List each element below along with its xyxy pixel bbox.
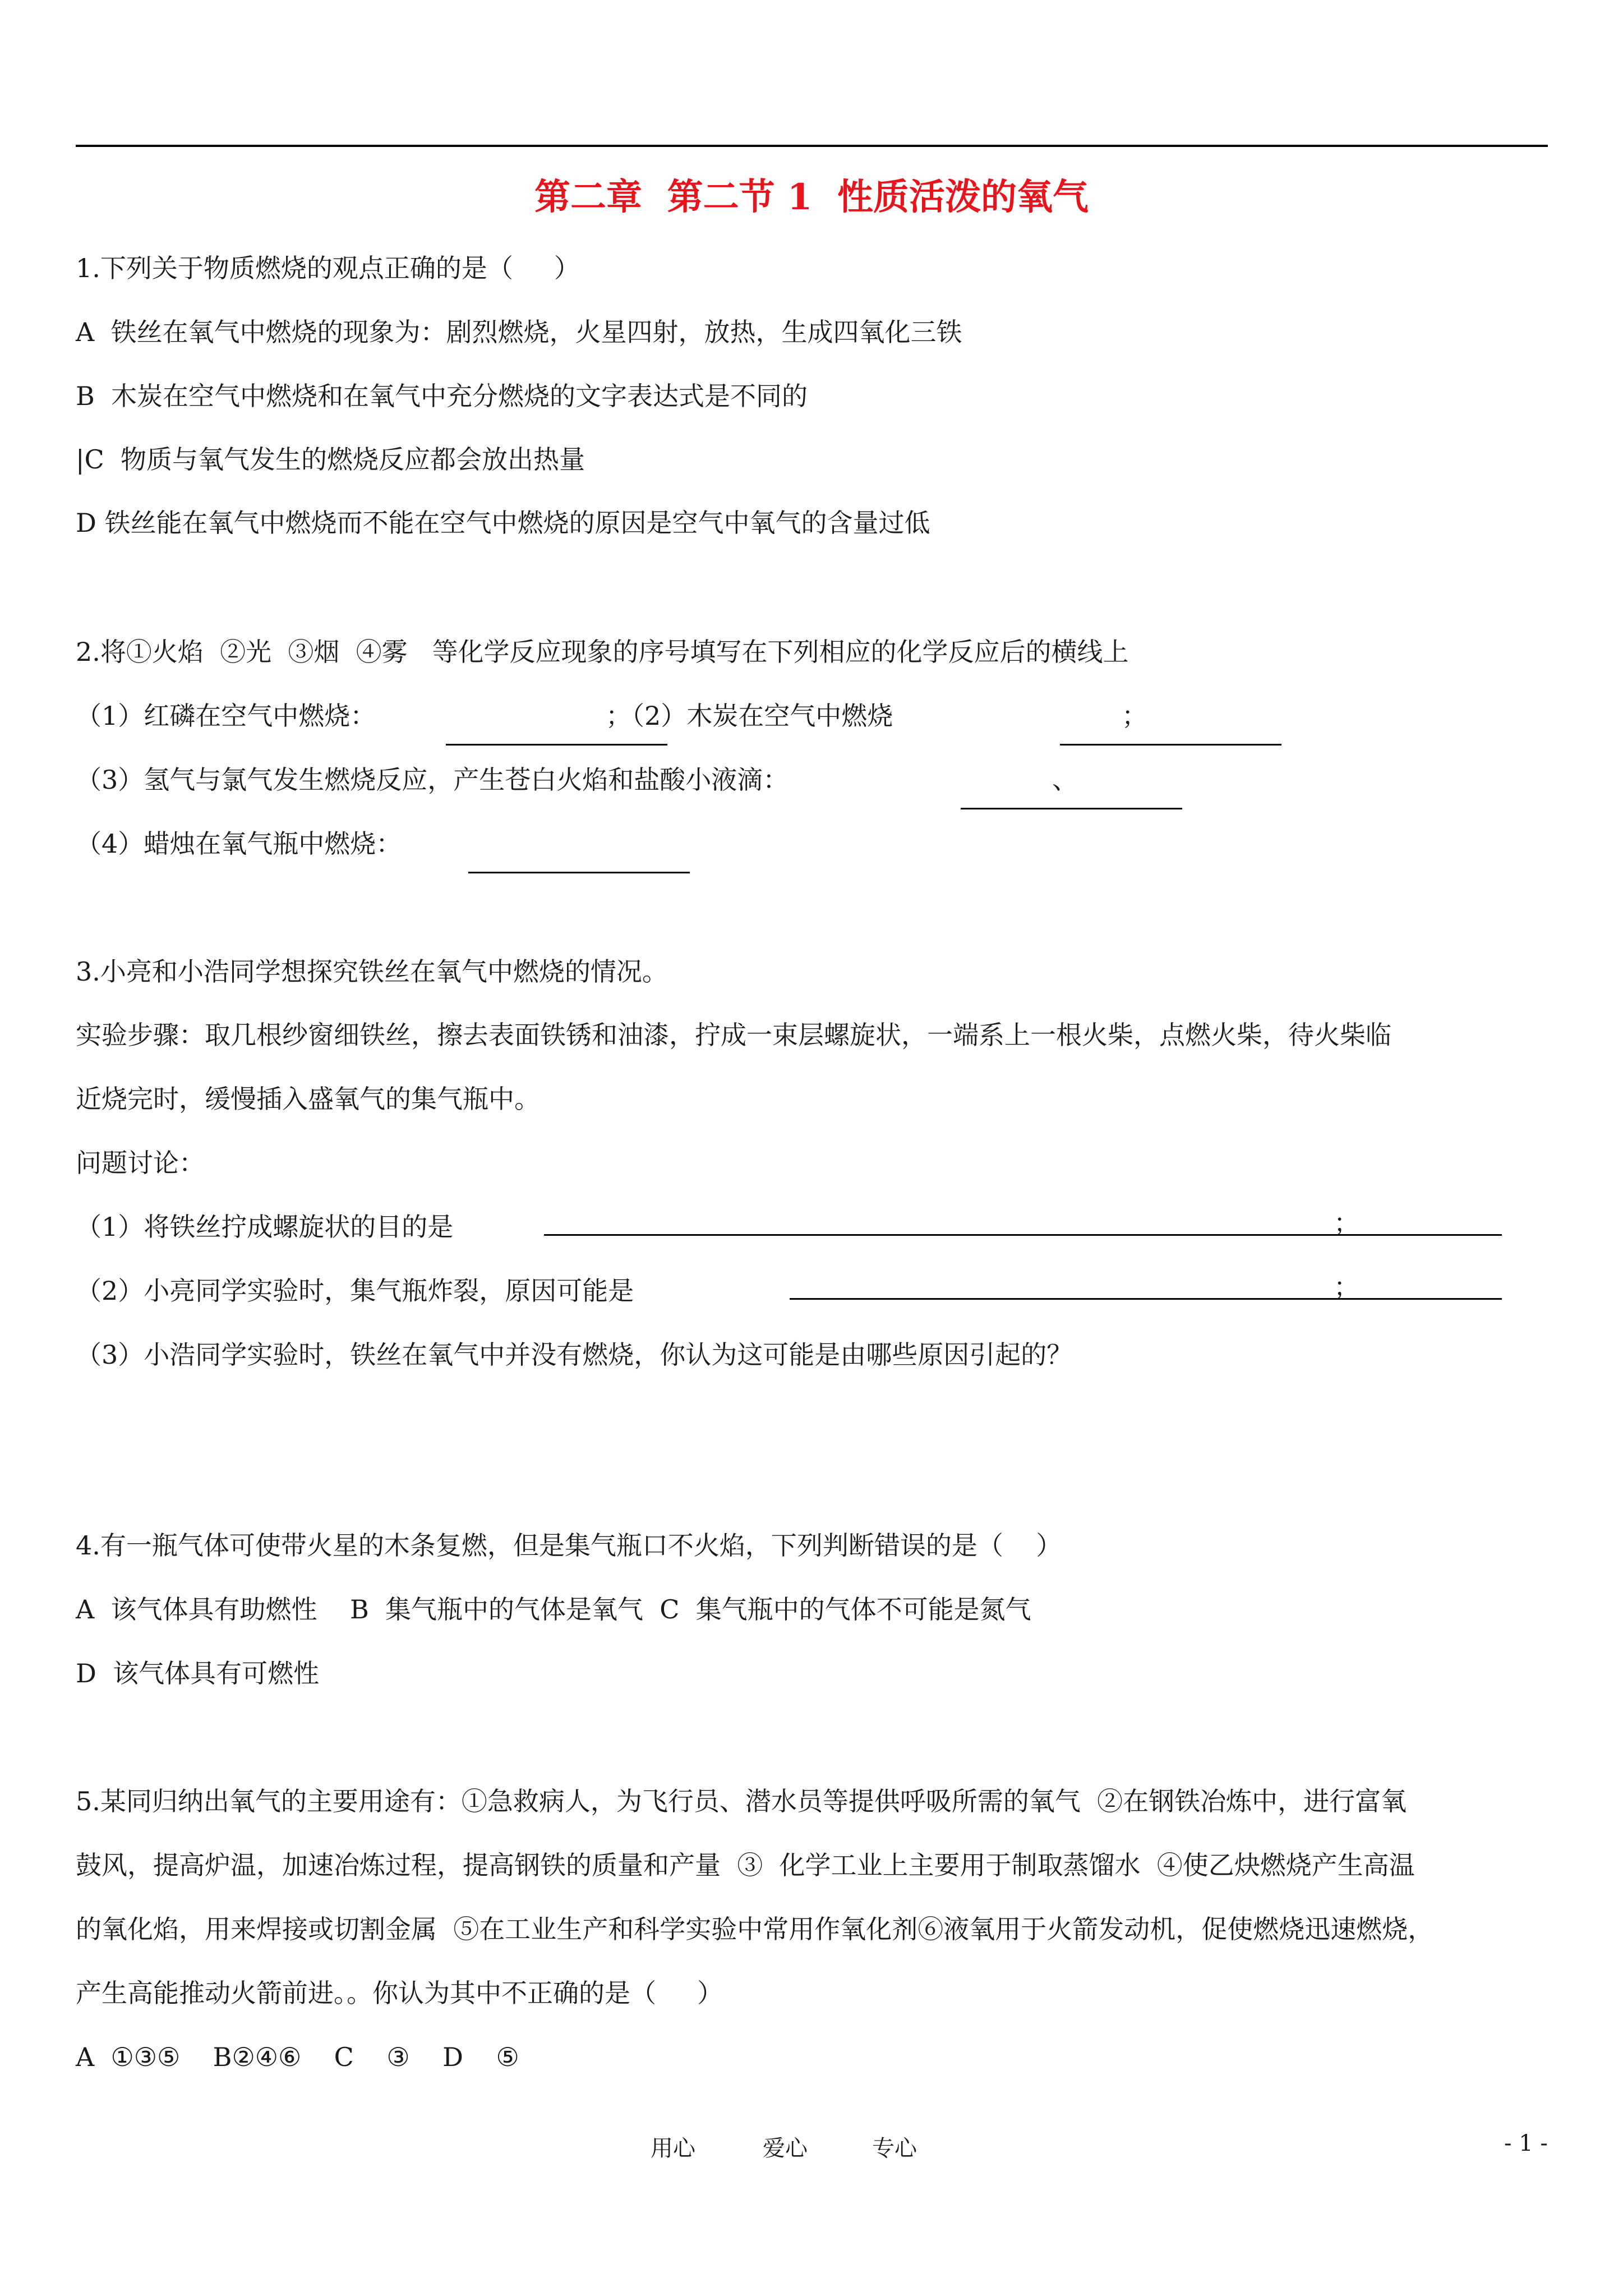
q1-option-b: B 木炭在空气中燃烧和在氧气中充分燃烧的文字表达式是不同的 (76, 381, 808, 411)
q5-options: A ①③⑤ B②④⑥ C ③ D ⑤ (76, 2042, 519, 2072)
answer-blank (790, 1298, 1502, 1300)
q2-separator: ； (1122, 701, 1147, 731)
q4-options-abc: A 该气体具有助燃性 B 集气瓶中的气体是氧气 C 集气瓶中的气体不可能是氮气 (76, 1594, 1031, 1625)
answer-blank (1060, 744, 1281, 746)
footer-word: 专心 (872, 2136, 917, 2161)
q3-step-line-1: 实验步骤：取几根纱窗细铁丝，擦去表面铁锈和油漆，拧成一束层螺旋状，一端系上一根火柴，点燃火柴，待火柴临 (76, 1020, 1391, 1050)
q2-stem: 2.将①火焰 ②光 ③烟 ④雾 等化学反应现象的序号填写在下列相应的化学反应后的横线上 (76, 637, 1129, 667)
q1-option-c: |C 物质与氧气发生的燃烧反应都会放出热量 (76, 444, 585, 475)
q5-line-2: 鼓风，提高炉温，加速冶炼过程，提高钢铁的质量和产量 ③ 化学工业上主要用于制取蒸馏水 ④使乙炔燃烧产生高温 (76, 1850, 1415, 1880)
q1-option-d: D 铁丝能在氧气中燃烧而不能在空气中燃烧的原因是空气中氧气的含量过低 (76, 508, 930, 538)
answer-blank (468, 872, 690, 873)
q5-line-3: 的氧化焰，用来焊接或切割金属 ⑤在工业生产和科学实验中常用作氧化剂⑥液氧用于火箭发动机，促使燃烧迅速燃烧， (76, 1914, 1434, 1944)
page-number: - 1 - (1504, 2131, 1548, 2156)
q5-line-4: 产生高能推动火箭前进。。你认为其中不正确的是（ ） (76, 1978, 723, 2008)
q3-separator: ； (1334, 1208, 1359, 1238)
q3-step-line-2: 近烧完时，缓慢插入盛氧气的集气瓶中。 (76, 1084, 540, 1114)
q3-stem: 3.小亮和小浩同学想探究铁丝在氧气中燃烧的情况。 (76, 956, 668, 987)
footer-word: 爱心 (763, 2136, 808, 2161)
q2-item-4: （4）蜡烛在氧气瓶中燃烧： (76, 829, 402, 859)
q3-item-3: （3）小浩同学实验时，铁丝在氧气中并没有燃烧，你认为这可能是由哪些原因引起的？ (76, 1340, 1073, 1370)
q5-line-1: 5.某同归纳出氧气的主要用途有：①急救病人，为飞行员、潜水员等提供呼吸所需的氧气 ②在钢铁冶炼中，进行富氧 (76, 1786, 1407, 1816)
answer-blank (446, 744, 667, 746)
header-rule (76, 145, 1548, 147)
q2-separator: 、 (1052, 765, 1078, 795)
page-title: 第二章 第二节 1 性质活泼的氧气 (534, 176, 1089, 218)
q2-item-1: （1）红磷在空气中燃烧： (76, 701, 376, 731)
answer-blank (961, 808, 1182, 809)
q3-item-2: （2）小亮同学实验时，集气瓶炸裂，原因可能是 (76, 1276, 634, 1306)
q1-stem: 1.下列关于物质燃烧的观点正确的是（ ） (76, 253, 580, 283)
q4-option-d: D 该气体具有可燃性 (76, 1658, 320, 1688)
footer-word: 用心 (651, 2136, 695, 2161)
q3-item-1: （1）将铁丝拧成螺旋状的目的是 (76, 1212, 454, 1242)
q1-option-a: A 铁丝在氧气中燃烧的现象为：剧烈燃烧，火星四射，放热，生成四氧化三铁 (76, 317, 962, 347)
q3-discussion-label: 问题讨论： (76, 1148, 205, 1178)
q4-stem: 4.有一瓶气体可使带火星的木条复燃，但是集气瓶口不火焰，下列判断错误的是（ ） (76, 1530, 1062, 1561)
q3-separator: ； (1334, 1272, 1359, 1302)
q2-item-2: ；（2）木炭在空气中燃烧 (606, 701, 893, 731)
q2-item-3: （3）氢气与氯气发生燃烧反应，产生苍白火焰和盐酸小液滴： (76, 765, 789, 795)
